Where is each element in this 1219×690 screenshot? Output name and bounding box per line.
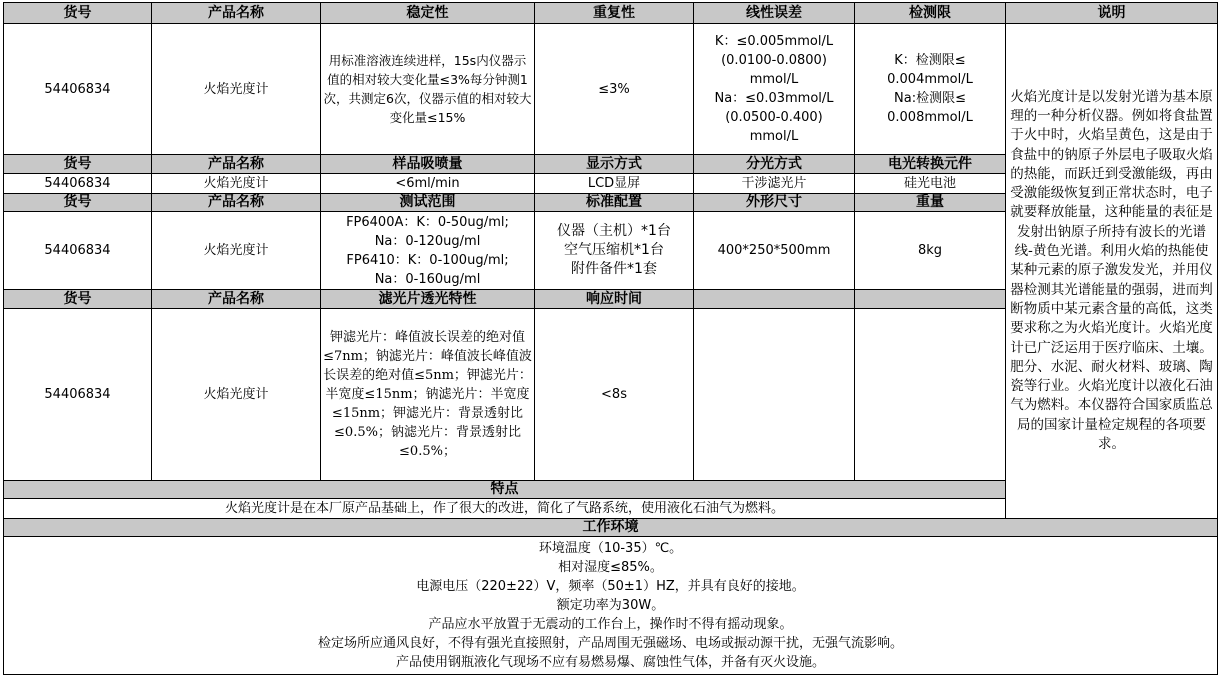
header-empty bbox=[855, 290, 1006, 309]
header-dimensions: 外形尺寸 bbox=[694, 194, 855, 212]
config-line: 空气压缩机*1台 bbox=[564, 242, 664, 258]
features-title: 特点 bbox=[4, 481, 1006, 499]
cell-item-no: 54406834 bbox=[4, 174, 152, 194]
environment-text bbox=[4, 537, 1218, 675]
environment-line: 电源电压（220±22）V，频率（50±1）HZ，并具有良好的接地。 bbox=[416, 579, 805, 594]
detection-line: 0.008mmol/L bbox=[887, 110, 973, 125]
header-stability: 稳定性 bbox=[321, 3, 535, 24]
cell-response-time: <8s bbox=[535, 309, 694, 481]
environment-title: 工作环境 bbox=[4, 519, 1218, 537]
header-standard-config: 标准配置 bbox=[535, 194, 694, 212]
cell-description: 火焰光度计是以发射光谱为基本原理的一种分析仪器。例如将食盐置于火中时，火焰呈黄色，这是由于食盐中的钠原子外层电子吸取火焰的热能，而跃迁到受激能级，再由受激能级恢复到正常状态时，电子就要释放能量，这种能量的表征是发射出钠原子所持有波长的光谱线-黄色光谱。利用火焰的热能使某种元素的原子激发发光，并用仪器检测其光谱能量的强弱，进而判断物质中某元素含量的高低，这类要求称之为火焰光度计。火焰光度计已广泛运用于医疗临床、土壤。肥分、水泥、耐火材料、玻璃、陶瓷等行业。火焰光度计以液化石油气为燃料。本仪器符合国家质监总局的国家计量检定规程的各项要求。 bbox=[1006, 24, 1218, 519]
header-sample-uptake: 样品吸喷量 bbox=[321, 155, 535, 174]
header-spectral-mode: 分光方式 bbox=[694, 155, 855, 174]
cell-spectral-mode: 干涉滤光片 bbox=[694, 174, 855, 194]
cell-empty bbox=[694, 309, 855, 481]
cell-filter-transmission: 钾滤光片：峰值波长误差的绝对值≤7nm；钠滤光片：峰值波长峰值波长误差的绝对值≤5nm；钾滤光片：半宽度≤15nm；钠滤光片：半宽度≤15nm；钾滤光片：背景透射比≤0.5%；钠滤光片：背景透射比≤0.5%； bbox=[321, 309, 535, 481]
environment-line: 产品应水平放置于无震动的工作台上，操作时不得有摇动现象。 bbox=[428, 617, 793, 632]
detection-line: K：检测限≤ bbox=[894, 53, 966, 68]
detection-line: 0.004mmol/L bbox=[887, 72, 973, 87]
config-line: 仪器（主机）*1台 bbox=[557, 223, 671, 239]
header-photoelectric-element: 电光转换元件 bbox=[855, 155, 1006, 174]
header-product-name: 产品名称 bbox=[152, 155, 321, 174]
environment-line: 检定场所应通风良好，不得有强光直接照射，产品周围无强磁场、电场或振动源干扰，无强气流影响。 bbox=[317, 636, 903, 651]
cell-item-no: 54406834 bbox=[4, 309, 152, 481]
header-product-name: 产品名称 bbox=[152, 3, 321, 24]
cell-dimensions: 400*250*500mm bbox=[694, 212, 855, 290]
header-item-no: 货号 bbox=[4, 290, 152, 309]
linearity-line: mmol/L bbox=[749, 129, 799, 144]
product-spec-table bbox=[3, 2, 1218, 675]
header-detection-limit: 检测限 bbox=[855, 3, 1006, 24]
cell-repeatability: ≤3% bbox=[535, 24, 694, 155]
linearity-line: K：≤0.005mmol/L bbox=[714, 34, 834, 49]
cell-detection-limit bbox=[855, 24, 1006, 155]
header-product-name: 产品名称 bbox=[152, 290, 321, 309]
cell-item-no: 54406834 bbox=[4, 212, 152, 290]
cell-empty bbox=[855, 309, 1006, 481]
cell-product-name: 火焰光度计 bbox=[152, 309, 321, 481]
cell-product-name: 火焰光度计 bbox=[152, 174, 321, 194]
range-line: Na：0-160ug/ml bbox=[374, 271, 481, 287]
header-item-no: 货号 bbox=[4, 194, 152, 212]
header-product-name: 产品名称 bbox=[152, 194, 321, 212]
environment-line: 额定功率为30W。 bbox=[556, 598, 665, 613]
header-display-mode: 显示方式 bbox=[535, 155, 694, 174]
environment-line: 产品使用钢瓶液化气现场不应有易燃易爆、腐蚀性气体，并备有灭火设施。 bbox=[395, 655, 825, 670]
cell-display-mode: LCD显屏 bbox=[535, 174, 694, 194]
linearity-line: (0.0100-0.0800) bbox=[721, 53, 827, 68]
cell-photoelectric-element: 硅光电池 bbox=[855, 174, 1006, 194]
cell-sample-uptake: <6ml/min bbox=[321, 174, 535, 194]
linearity-line: mmol/L bbox=[749, 72, 799, 87]
header-test-range: 测试范围 bbox=[321, 194, 535, 212]
header-linearity: 线性误差 bbox=[694, 3, 855, 24]
header-empty bbox=[694, 290, 855, 309]
range-line: FP6410：K：0-100ug/ml; bbox=[346, 252, 509, 268]
header-response-time: 响应时间 bbox=[535, 290, 694, 309]
environment-line: 相对湿度≤85%。 bbox=[558, 560, 663, 575]
header-filter-transmission: 滤光片透光特性 bbox=[321, 290, 535, 309]
linearity-line: Na：≤0.03mmol/L bbox=[714, 91, 834, 106]
range-line: FP6400A：K：0-50ug/ml; bbox=[346, 214, 509, 230]
config-line: 附件备件*1套 bbox=[571, 261, 657, 277]
header-description: 说明 bbox=[1006, 3, 1218, 24]
cell-weight: 8kg bbox=[855, 212, 1006, 290]
cell-item-no: 54406834 bbox=[4, 24, 152, 155]
cell-stability: 用标准溶液连续进样，15s内仪器示值的相对较大变化量≤3%每分钟测1次，共测定6次，仪器示值的相对较大变化量≤15% bbox=[321, 24, 535, 155]
cell-linearity bbox=[694, 24, 855, 155]
detection-line: Na:检测限≤ bbox=[894, 91, 966, 106]
environment-line: 环境温度（10-35）℃。 bbox=[538, 541, 683, 556]
header-repeatability: 重复性 bbox=[535, 3, 694, 24]
cell-test-range bbox=[321, 212, 535, 290]
header-item-no: 货号 bbox=[4, 155, 152, 174]
range-line: Na：0-120ug/ml bbox=[374, 233, 481, 249]
cell-product-name: 火焰光度计 bbox=[152, 24, 321, 155]
cell-product-name: 火焰光度计 bbox=[152, 212, 321, 290]
cell-standard-config bbox=[535, 212, 694, 290]
linearity-line: (0.0500-0.400) bbox=[725, 110, 823, 125]
header-item-no: 货号 bbox=[4, 3, 152, 24]
header-weight: 重量 bbox=[855, 194, 1006, 212]
features-text: 火焰光度计是在本厂原产品基础上，作了很大的改进，简化了气路系统，使用液化石油气为燃料。 bbox=[4, 499, 1006, 519]
